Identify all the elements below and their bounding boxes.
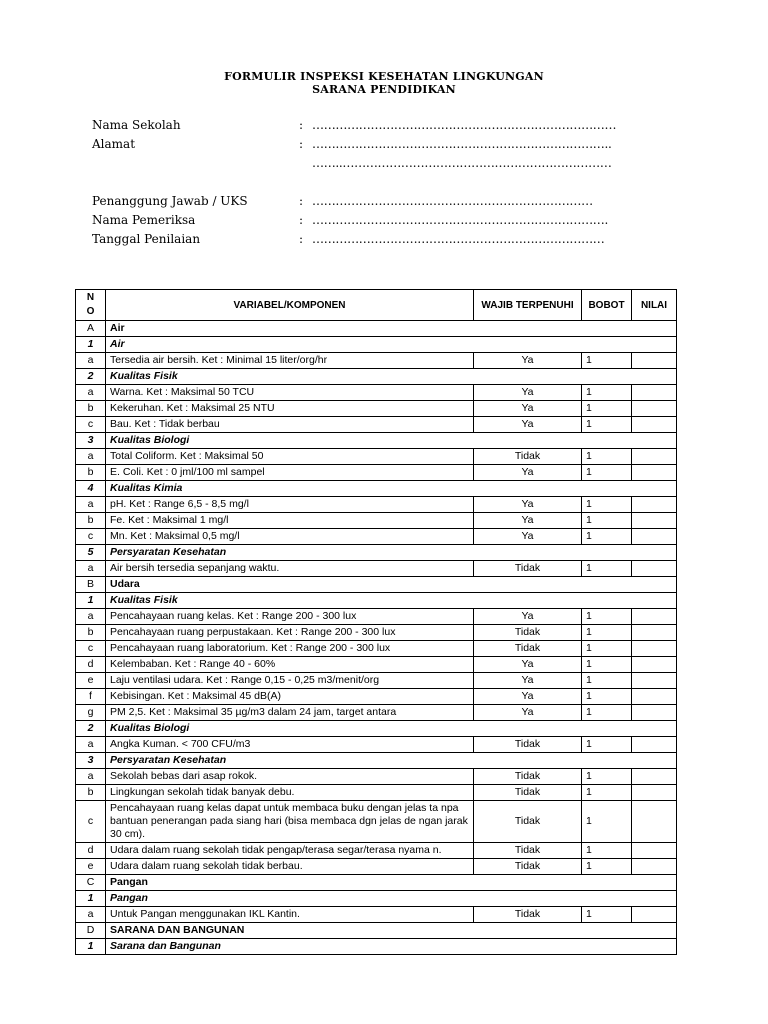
row-section-label: Pangan <box>106 891 677 907</box>
row-bobot: 1 <box>582 529 632 545</box>
row-no: 2 <box>76 721 106 737</box>
row-nilai-cell[interactable] <box>632 705 677 721</box>
row-wajib: Tidak <box>474 907 582 923</box>
row-section-label: Kualitas Biologi <box>106 721 677 737</box>
row-nilai-cell[interactable] <box>632 561 677 577</box>
field-value[interactable]: …………………………………………………………………. <box>312 213 609 227</box>
row-no: 2 <box>76 369 106 385</box>
row-no: a <box>76 449 106 465</box>
row-section-label: Persyaratan Kesehatan <box>106 545 677 561</box>
table-row <box>76 465 677 481</box>
field-nama-pemeriksa <box>92 213 609 227</box>
row-bobot: 1 <box>582 449 632 465</box>
row-bobot: 1 <box>582 641 632 657</box>
header-variabel: VARIABEL/KOMPONEN <box>106 290 474 321</box>
row-no: D <box>76 923 106 939</box>
table-row <box>76 705 677 721</box>
table-row <box>76 641 677 657</box>
row-section-label: Air <box>106 337 677 353</box>
row-no: f <box>76 689 106 705</box>
table-row <box>76 843 677 859</box>
row-bobot: 1 <box>582 625 632 641</box>
row-no: c <box>76 801 106 843</box>
table-row <box>76 785 677 801</box>
row-no: c <box>76 417 106 433</box>
table-row <box>76 321 677 337</box>
row-nilai-cell[interactable] <box>632 801 677 843</box>
row-no: a <box>76 769 106 785</box>
row-no: a <box>76 497 106 513</box>
row-bobot: 1 <box>582 513 632 529</box>
form-title-line2: SARANA PENDIDIKAN <box>312 83 456 96</box>
row-wajib: Ya <box>474 401 582 417</box>
table-row <box>76 433 677 449</box>
row-no: e <box>76 673 106 689</box>
row-no: 3 <box>76 433 106 449</box>
row-wajib: Ya <box>474 417 582 433</box>
table-row <box>76 529 677 545</box>
row-label: Warna. Ket : Maksimal 50 TCU <box>106 385 474 401</box>
table-row <box>76 657 677 673</box>
row-label: Pencahayaan ruang perpustakaan. Ket : Range 200 - 300 lux <box>106 625 474 641</box>
field-label: Nama Pemeriksa <box>92 213 196 227</box>
row-wajib: Ya <box>474 353 582 369</box>
row-label: Untuk Pangan menggunakan IKL Kantin. <box>106 907 474 923</box>
field-colon: : <box>299 213 304 227</box>
row-label: Pencahayaan ruang laboratorium. Ket : Range 200 - 300 lux <box>106 641 474 657</box>
row-bobot: 1 <box>582 561 632 577</box>
table-row <box>76 625 677 641</box>
header-nilai: NILAI <box>632 290 677 321</box>
table-row <box>76 385 677 401</box>
row-wajib: Tidak <box>474 641 582 657</box>
table-row <box>76 353 677 369</box>
row-label: Kekeruhan. Ket : Maksimal 25 NTU <box>106 401 474 417</box>
row-label: pH. Ket : Range 6,5 - 8,5 mg/l <box>106 497 474 513</box>
table-body <box>76 321 677 955</box>
row-no: 1 <box>76 337 106 353</box>
row-wajib: Ya <box>474 497 582 513</box>
row-section-label: Kualitas Kimia <box>106 481 677 497</box>
row-section-label: Udara <box>106 577 677 593</box>
row-nilai-cell[interactable] <box>632 609 677 625</box>
row-wajib: Tidak <box>474 561 582 577</box>
row-wajib: Ya <box>474 513 582 529</box>
row-label: Sekolah bebas dari asap rokok. <box>106 769 474 785</box>
field-value[interactable]: ……………………………………………………………… <box>312 194 593 208</box>
row-label: Mn. Ket : Maksimal 0,5 mg/l <box>106 529 474 545</box>
row-no: a <box>76 737 106 753</box>
table-row <box>76 337 677 353</box>
field-alamat-line2[interactable]: ……..…………………………………………………………… <box>312 156 612 170</box>
field-penanggung-jawab <box>92 194 593 208</box>
row-section-label: Sarana dan Bangunan <box>106 939 677 955</box>
row-nilai-cell[interactable] <box>632 385 677 401</box>
row-nilai-cell[interactable] <box>632 769 677 785</box>
row-label: Fe. Ket : Maksimal 1 mg/l <box>106 513 474 529</box>
field-alamat <box>92 137 612 151</box>
row-bobot: 1 <box>582 907 632 923</box>
field-value[interactable]: ………………………………………………………………… <box>312 232 605 246</box>
row-wajib: Ya <box>474 657 582 673</box>
row-section-label: Persyaratan Kesehatan <box>106 753 677 769</box>
row-nilai-cell[interactable] <box>632 513 677 529</box>
header-no: N O <box>76 290 106 321</box>
row-no: b <box>76 513 106 529</box>
row-nilai-cell[interactable] <box>632 907 677 923</box>
table-row <box>76 907 677 923</box>
row-wajib: Ya <box>474 385 582 401</box>
row-section-label: Kualitas Biologi <box>106 433 677 449</box>
row-wajib: Tidak <box>474 737 582 753</box>
row-no: d <box>76 843 106 859</box>
row-wajib: Ya <box>474 609 582 625</box>
row-wajib: Ya <box>474 465 582 481</box>
row-no: b <box>76 785 106 801</box>
row-bobot: 1 <box>582 859 632 875</box>
table-row <box>76 769 677 785</box>
row-section-label: Kualitas Fisik <box>106 593 677 609</box>
row-wajib: Tidak <box>474 449 582 465</box>
field-label: Tanggal Penilaian <box>92 232 201 246</box>
row-label: Air bersih tersedia sepanjang waktu. <box>106 561 474 577</box>
row-nilai-cell[interactable] <box>632 657 677 673</box>
row-no: e <box>76 859 106 875</box>
row-bobot: 1 <box>582 497 632 513</box>
row-section-label: SARANA DAN BANGUNAN <box>106 923 677 939</box>
row-no: b <box>76 625 106 641</box>
row-no: b <box>76 401 106 417</box>
field-nama-sekolah <box>92 118 617 132</box>
form-title-line1: FORMULIR INSPEKSI KESEHATAN LINGKUNGAN <box>224 70 544 83</box>
row-bobot: 1 <box>582 769 632 785</box>
row-label: Laju ventilasi udara. Ket : Range 0,15 - 0,25 m3/menit/org <box>106 673 474 689</box>
header-wajib: WAJIB TERPENUHI <box>474 290 582 321</box>
row-bobot: 1 <box>582 657 632 673</box>
row-nilai-cell[interactable] <box>632 737 677 753</box>
table-row <box>76 939 677 955</box>
row-wajib: Tidak <box>474 785 582 801</box>
row-bobot: 1 <box>582 609 632 625</box>
row-wajib: Tidak <box>474 801 582 843</box>
row-no: B <box>76 577 106 593</box>
row-no: C <box>76 875 106 891</box>
table-row <box>76 721 677 737</box>
row-nilai-cell[interactable] <box>632 641 677 657</box>
field-value[interactable]: ………………………………………………………………….. <box>312 137 612 151</box>
row-no: 1 <box>76 939 106 955</box>
row-label: Pencahayaan ruang kelas. Ket : Range 200 - 300 lux <box>106 609 474 625</box>
row-no: b <box>76 465 106 481</box>
row-nilai-cell[interactable] <box>632 353 677 369</box>
field-label: Penanggung Jawab / UKS <box>92 194 248 208</box>
row-no: a <box>76 385 106 401</box>
table-row <box>76 545 677 561</box>
table-row <box>76 561 677 577</box>
row-nilai-cell[interactable] <box>632 859 677 875</box>
row-wajib: Ya <box>474 673 582 689</box>
row-section-label: Air <box>106 321 677 337</box>
table-row <box>76 497 677 513</box>
field-colon: : <box>299 194 304 208</box>
row-no: d <box>76 657 106 673</box>
row-no: a <box>76 353 106 369</box>
table-row <box>76 417 677 433</box>
field-colon: : <box>299 137 304 151</box>
field-label: Alamat <box>92 137 136 151</box>
row-bobot: 1 <box>582 801 632 843</box>
field-value[interactable]: …………………………………………………………………… <box>312 118 617 132</box>
row-wajib: Tidak <box>474 625 582 641</box>
row-nilai-cell[interactable] <box>632 689 677 705</box>
table-row <box>76 673 677 689</box>
row-nilai-cell[interactable] <box>632 465 677 481</box>
inspection-table <box>75 289 677 955</box>
table-row <box>76 577 677 593</box>
row-wajib: Ya <box>474 689 582 705</box>
table-row <box>76 513 677 529</box>
header-bobot: BOBOT <box>582 290 632 321</box>
row-bobot: 1 <box>582 417 632 433</box>
table-row <box>76 753 677 769</box>
row-label: Kelembaban. Ket : Range 40 - 60% <box>106 657 474 673</box>
row-nilai-cell[interactable] <box>632 843 677 859</box>
row-nilai-cell[interactable] <box>632 449 677 465</box>
row-label: Pencahayaan ruang kelas dapat untuk membaca buku dengan jelas ta npa bantuan penerangan pada siang hari (bisa membaca dgn jelas de ngan jarak 30 cm). <box>106 801 474 843</box>
row-bobot: 1 <box>582 843 632 859</box>
row-no: 1 <box>76 593 106 609</box>
row-nilai-cell[interactable] <box>632 417 677 433</box>
row-section-label: Kualitas Fisik <box>106 369 677 385</box>
table-row <box>76 891 677 907</box>
row-label: Udara dalam ruang sekolah tidak berbau. <box>106 859 474 875</box>
row-no: a <box>76 561 106 577</box>
row-bobot: 1 <box>582 689 632 705</box>
row-nilai-cell[interactable] <box>632 401 677 417</box>
field-tanggal-penilaian <box>92 232 605 246</box>
row-no: A <box>76 321 106 337</box>
row-bobot: 1 <box>582 737 632 753</box>
row-no: 4 <box>76 481 106 497</box>
row-no: 5 <box>76 545 106 561</box>
row-label: Tersedia air bersih. Ket : Minimal 15 liter/org/hr <box>106 353 474 369</box>
table-row <box>76 401 677 417</box>
row-bobot: 1 <box>582 785 632 801</box>
row-label: E. Coli. Ket : 0 jml/100 ml sampel <box>106 465 474 481</box>
row-no: c <box>76 641 106 657</box>
row-bobot: 1 <box>582 465 632 481</box>
row-bobot: 1 <box>582 385 632 401</box>
field-label: Nama Sekolah <box>92 118 181 132</box>
table-row <box>76 369 677 385</box>
row-bobot: 1 <box>582 673 632 689</box>
row-wajib: Ya <box>474 529 582 545</box>
row-nilai-cell[interactable] <box>632 497 677 513</box>
row-bobot: 1 <box>582 353 632 369</box>
row-nilai-cell[interactable] <box>632 673 677 689</box>
row-nilai-cell[interactable] <box>632 785 677 801</box>
row-no: a <box>76 609 106 625</box>
row-label: PM 2,5. Ket : Maksimal 35 µg/m3 dalam 24 jam, target antara <box>106 705 474 721</box>
row-no: c <box>76 529 106 545</box>
table-row <box>76 801 677 843</box>
row-section-label: Pangan <box>106 875 677 891</box>
field-colon: : <box>299 118 304 132</box>
row-label: Bau. Ket : Tidak berbau <box>106 417 474 433</box>
row-wajib: Tidak <box>474 859 582 875</box>
table-row <box>76 449 677 465</box>
table-row <box>76 593 677 609</box>
table-row <box>76 609 677 625</box>
row-no: a <box>76 907 106 923</box>
row-wajib: Ya <box>474 705 582 721</box>
row-nilai-cell[interactable] <box>632 625 677 641</box>
table-row <box>76 875 677 891</box>
field-colon: : <box>299 232 304 246</box>
row-label: Udara dalam ruang sekolah tidak pengap/terasa segar/terasa nyama n. <box>106 843 474 859</box>
table-row <box>76 689 677 705</box>
row-no: g <box>76 705 106 721</box>
table-row <box>76 859 677 875</box>
row-label: Kebisingan. Ket : Maksimal 45 dB(A) <box>106 689 474 705</box>
table-row <box>76 923 677 939</box>
row-bobot: 1 <box>582 401 632 417</box>
row-no: 3 <box>76 753 106 769</box>
row-no: 1 <box>76 891 106 907</box>
row-label: Lingkungan sekolah tidak banyak debu. <box>106 785 474 801</box>
table-row <box>76 737 677 753</box>
row-wajib: Tidak <box>474 769 582 785</box>
table-row <box>76 481 677 497</box>
row-label: Total Coliform. Ket : Maksimal 50 <box>106 449 474 465</box>
table-header-row <box>76 290 677 321</box>
row-label: Angka Kuman. < 700 CFU/m3 <box>106 737 474 753</box>
row-wajib: Tidak <box>474 843 582 859</box>
row-bobot: 1 <box>582 705 632 721</box>
row-nilai-cell[interactable] <box>632 529 677 545</box>
